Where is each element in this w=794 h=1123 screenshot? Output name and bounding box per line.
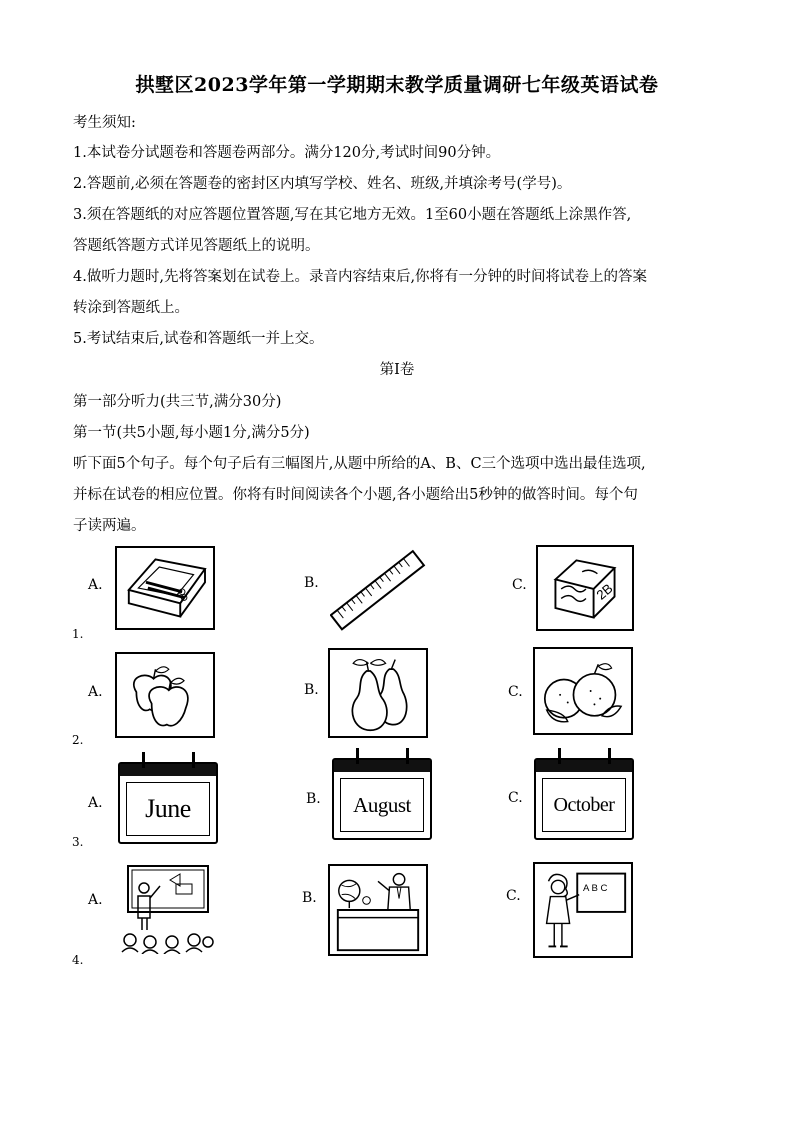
oranges-picture [533, 647, 633, 735]
notice-item: 2.答题前,必须在答题卷的密封区内填写学校、姓名、班级,并填涂考号(学号)。 [73, 176, 572, 192]
option-label: C. [506, 888, 521, 904]
notice-item: 转涂到答题纸上。 [73, 300, 189, 316]
option-label: A. [88, 577, 103, 593]
notice-item: 答题纸答题方式详见答题纸上的说明。 [73, 238, 320, 254]
question-number: 1. [72, 627, 84, 641]
option-label: B. [304, 682, 319, 698]
notice-item: 1.本试卷分试题卷和答题卷两部分。满分120分,考试时间90分钟。 [73, 145, 501, 161]
calendar-june-picture [118, 752, 218, 844]
teacher-classroom-picture [114, 862, 214, 954]
section-heading: 第一节(共5小题,每小题1分,满分5分) [73, 425, 310, 441]
page-title: 拱墅区2023学年第一学期期末教学质量调研七年级英语试卷 [135, 74, 659, 96]
instruction-line: 并标在试卷的相应位置。你将有时间阅读各个小题,各小题给出5秒钟的做答时间。每个句 [73, 487, 638, 503]
option-label: B. [304, 575, 319, 591]
question-number: 4. [72, 953, 84, 967]
question-number: 3. [72, 835, 84, 849]
option-label: C. [508, 684, 523, 700]
part-heading: 第一部分听力(共三节,满分30分) [73, 394, 282, 410]
notice-item: 4.做听力题时,先将答案划在试卷上。录音内容结束后,你将有一分钟的时间将试卷上的答案 [73, 269, 648, 285]
pears-picture [328, 648, 428, 738]
instruction-line: 子读两遍。 [73, 518, 146, 534]
eraser-label: 2B [593, 580, 616, 603]
teacher-abc-picture [533, 862, 633, 958]
option-label: B. [302, 890, 317, 906]
calendar-month: June [126, 782, 210, 836]
calendar-october-picture [534, 748, 634, 840]
option-label: A. [88, 892, 103, 908]
volume-heading: 第I卷 [379, 362, 415, 378]
option-label: B. [306, 791, 321, 807]
apples-picture [115, 652, 215, 738]
board-letters: A B C [583, 882, 608, 894]
teacher-globe-picture [328, 864, 428, 956]
option-label: A. [88, 684, 103, 700]
notice-item: 5.考试结束后,试卷和答题纸一并上交。 [73, 331, 324, 347]
calendar-month: August [340, 778, 424, 832]
calendar-month: October [542, 778, 626, 832]
eraser-picture [536, 545, 634, 631]
option-label: C. [512, 577, 527, 593]
calendar-august-picture [332, 748, 432, 840]
pencil-box-picture [115, 546, 215, 630]
option-label: C. [508, 790, 523, 806]
notice-item: 3.须在答题纸的对应答题位置答题,写在其它地方无效。1至60小题在答题纸上涂黑作答, [73, 207, 632, 223]
question-number: 2. [72, 733, 84, 747]
ruler-picture [330, 547, 426, 635]
instruction-line: 听下面5个句子。每个句子后有三幅图片,从题中所给的A、B、C三个选项中选出最佳选项, [73, 456, 646, 472]
notice-heading: 考生须知: [73, 115, 136, 131]
option-label: A. [88, 795, 103, 811]
